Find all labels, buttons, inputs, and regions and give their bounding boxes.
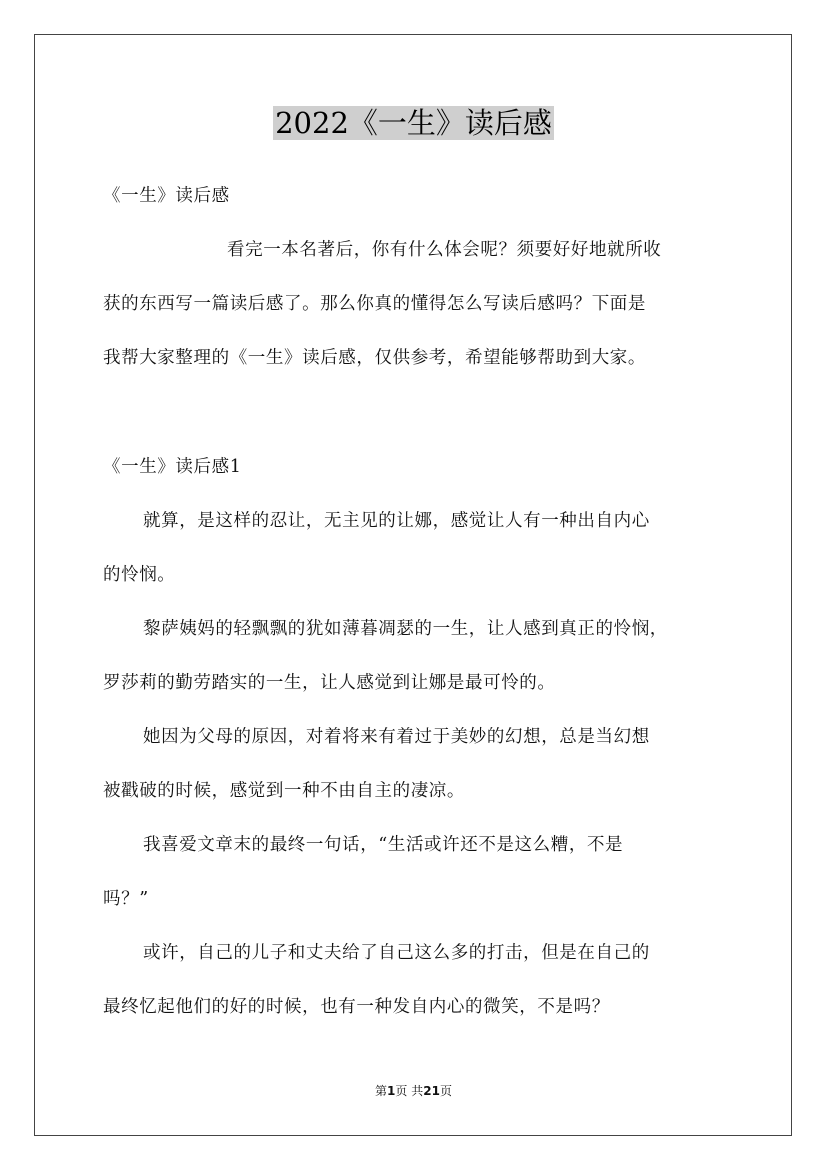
paragraph-5-line-1: 或许，自己的儿子和丈夫给了自己这么多的打击，但是在自己的 xyxy=(143,943,650,963)
paragraph-2-line-2: 罗莎莉的勤劳踏实的一生，让人感觉到让娜是最可怜的。 xyxy=(103,673,556,693)
footer-page-prefix: 第 xyxy=(375,1084,388,1098)
paragraph-4-line-1: 我喜爱文章末的最终一句话，“生活或许还不是这么糟，不是 xyxy=(143,835,624,855)
paragraph-1-line-2: 的怜悯。 xyxy=(103,565,176,585)
page-footer xyxy=(0,1082,827,1099)
paragraph-5-line-2: 最终忆起他们的好的时候，也有一种发自内心的微笑，不是吗？ xyxy=(103,997,610,1017)
intro-line-2: 获的东西写一篇读后感了。那么你真的懂得怎么写读后感吗？下面是 xyxy=(103,294,646,314)
paragraph-3-line-1: 她因为父母的原因，对着将来有着过于美妙的幻想，总是当幻想 xyxy=(143,727,650,747)
footer-page-mid: 页 共 xyxy=(395,1084,424,1098)
section-heading: 《一生》读后感 xyxy=(103,186,230,206)
paragraph-2-line-1: 黎萨姨妈的轻飘飘的犹如薄暮凋瑟的一生，让人感到真正的怜悯， xyxy=(143,619,668,639)
document-title xyxy=(0,100,827,146)
intro-line-3: 我帮大家整理的《一生》读后感，仅供参考，希望能够帮助到大家。 xyxy=(103,348,646,368)
footer-page-suffix: 页 xyxy=(439,1084,452,1098)
document-title-text: 2022《一生》读后感 xyxy=(275,106,552,140)
footer-page-current: 1 xyxy=(387,1084,396,1098)
footer-page-total: 21 xyxy=(423,1084,440,1098)
paragraph-3-line-2: 被戳破的时候，感觉到一种不由自主的凄凉。 xyxy=(103,781,465,801)
intro-line-1: 看完一本名著后，你有什么体会呢？须要好好地就所收 xyxy=(227,240,662,260)
paragraph-4-line-2: 吗？” xyxy=(103,889,149,909)
paragraph-1-line-1: 就算，是这样的忍让，无主见的让娜，感觉让人有一种出自内心 xyxy=(143,511,650,531)
essay-heading: 《一生》读后感1 xyxy=(103,457,242,477)
